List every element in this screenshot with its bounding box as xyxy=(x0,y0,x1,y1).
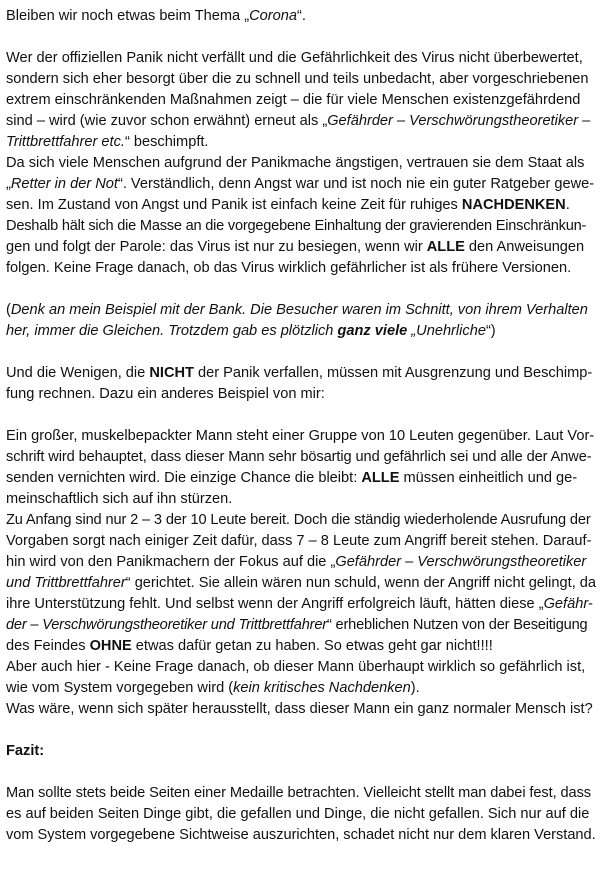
text-line xyxy=(6,216,596,237)
text-run: sind – wird (wie zuvor schon erwähnt) erneut als „ xyxy=(6,113,328,129)
text-line xyxy=(6,552,596,573)
text-line xyxy=(6,594,596,615)
text-run: “ erheblichen Nutzen von der Beseitigung xyxy=(326,617,588,633)
paragraph-spacer xyxy=(6,762,596,783)
text-line xyxy=(6,783,596,804)
text-line xyxy=(6,489,596,510)
emphasis-text: NACHDENKEN xyxy=(461,197,566,213)
paragraph xyxy=(6,48,596,279)
text-line xyxy=(6,531,596,552)
emphasis-text: Fazit: xyxy=(6,743,45,759)
text-line xyxy=(6,6,596,27)
emphasis-text: Gefährder – Verschwörungstheoretiker – xyxy=(327,113,591,129)
text-run: Wer der offiziellen Panik nicht verfällt und die Gefährlichkeit des Virus nicht überbewertet, xyxy=(6,50,583,66)
text-line xyxy=(6,153,596,174)
paragraph xyxy=(6,300,596,342)
text-line xyxy=(6,321,596,342)
emphasis-text: OHNE xyxy=(89,638,132,654)
emphasis-text: Trittbrettfahrer etc. xyxy=(6,134,125,150)
text-run: senden vernichten wird. Die einzige Chance die bleibt: xyxy=(6,470,362,486)
paragraph-spacer xyxy=(6,720,596,741)
text-line xyxy=(6,804,596,825)
text-line xyxy=(6,237,596,258)
text-run: den Anweisungen xyxy=(464,239,585,255)
text-run: folgen. Keine Frage danach, ob das Virus wirklich gefährlicher ist als frühere Versionen. xyxy=(6,260,572,276)
emphasis-text: Gefähr- xyxy=(543,596,593,612)
emphasis-text: ALLE xyxy=(361,470,400,486)
text-line xyxy=(6,384,596,405)
text-run: “. Verständlich, denn Angst war und ist noch nie ein guter Ratgeber gewe- xyxy=(117,176,595,192)
text-line xyxy=(6,741,596,762)
text-line xyxy=(6,825,596,846)
text-run: schrift wird behauptet, dass dieser Mann sehr bösartig und gefährlich sei und alle der Anwe- xyxy=(6,449,592,465)
text-run: Zu Anfang sind nur 2 – 3 der 10 Leute bereit. Doch die ständig wiederholende Ausrufung der xyxy=(6,512,591,528)
emphasis-text: Unehrliche xyxy=(416,323,486,339)
text-line xyxy=(6,636,596,657)
text-line xyxy=(6,258,596,279)
text-line xyxy=(6,678,596,699)
text-line xyxy=(6,69,596,90)
text-line xyxy=(6,699,596,720)
text-line xyxy=(6,573,596,594)
text-run: der Panik verfallen, müssen mit Ausgrenzung und Beschimp- xyxy=(193,365,593,381)
text-line xyxy=(6,468,596,489)
text-run: sondern sich eher besorgt über die zu schnell und teils unbedacht, aber vorgeschriebenen xyxy=(6,71,589,87)
text-run: „ xyxy=(6,176,11,192)
text-run: etwas dafür getan zu haben. So etwas geht gar nicht!!!! xyxy=(131,638,493,654)
text-run: ). xyxy=(410,680,420,696)
emphasis-text: Gefährder – Verschwörungstheoretiker xyxy=(335,554,587,570)
text-run: fung rechnen. Dazu ein anderes Beispiel von mir: xyxy=(6,386,325,402)
emphasis-text: kein kritisches Nachdenken xyxy=(233,680,411,696)
text-line xyxy=(6,615,596,636)
text-run: ihre Unterstützung fehlt. Und selbst wenn der Angriff erfolgreich läuft, hätten diese „ xyxy=(6,596,544,612)
paragraph-spacer xyxy=(6,405,596,426)
text-line xyxy=(6,447,596,468)
text-line xyxy=(6,174,596,195)
text-run: müssen einheitlich und ge- xyxy=(399,470,578,486)
text-run: Und die Wenigen, die xyxy=(6,365,150,381)
paragraph-spacer xyxy=(6,27,596,48)
emphasis-text: und Trittbrettfahrer xyxy=(6,575,126,591)
text-run: . xyxy=(565,197,570,213)
text-run: des Feindes xyxy=(6,638,90,654)
text-run: sen. Im Zustand von Angst und Panik ist einfach keine Zeit für ruhiges xyxy=(6,197,462,213)
emphasis-text: Corona xyxy=(249,8,297,24)
text-run: es auf beiden Seiten Dinge gibt, die gefallen und Dinge, die nicht gefallen. Sich nur auf die xyxy=(6,806,590,822)
emphasis-text: her, immer die Gleichen. Trotzdem gab es plötzlich xyxy=(6,323,338,339)
text-run: Was wäre, wenn sich später herausstellt, dass dieser Mann ein ganz normaler Mensch ist? xyxy=(6,701,593,717)
text-run: meinschaftlich sich auf ihn stürzen. xyxy=(6,491,233,507)
text-run: extrem einschränkenden Maßnahmen zeigt – die für viele Menschen existenzgefährdend xyxy=(6,92,581,108)
text-run: “ beschimpft. xyxy=(124,134,209,150)
text-line xyxy=(6,48,596,69)
text-line xyxy=(6,111,596,132)
emphasis-text: Denk an mein Beispiel mit der Bank. Die Besucher waren im Schnitt, von ihrem Verhalten xyxy=(10,302,588,318)
text-run: Vorgaben sorgt nach einiger Zeit dafür, dass 7 – 8 Leute zum Angriff bereit stehen. Darauf- xyxy=(6,533,592,549)
text-run: “) xyxy=(485,323,496,339)
emphasis-text: ALLE xyxy=(426,239,465,255)
text-line xyxy=(6,195,596,216)
paragraph xyxy=(6,363,596,405)
emphasis-text: der – Verschwörungstheoretiker und Trittbrettfahrer xyxy=(6,617,327,633)
text-run: wie vom System vorgegeben wird ( xyxy=(6,680,234,696)
text-run: Aber auch hier - Keine Frage danach, ob dieser Mann überhaupt wirklich so gefährlich ist, xyxy=(6,659,586,675)
emphasis-text: „ xyxy=(407,323,417,339)
text-run: “ gerichtet. Sie allein wären nun schuld, wenn der Angriff nicht gelingt, da xyxy=(125,575,597,591)
text-run: Deshalb hält sich die Masse an die vorgegebene Einhaltung der gravierenden Einschränkun- xyxy=(6,218,587,234)
text-run: gen und folgt der Parole: das Virus ist nur zu besiegen, wenn wir xyxy=(6,239,427,255)
paragraph xyxy=(6,6,596,27)
document-page xyxy=(6,6,596,846)
text-run: Man sollte stets beide Seiten einer Medaille betrachten. Vielleicht stellt man dabei fest, dass xyxy=(6,785,591,801)
text-run: Ein großer, muskelbepackter Mann steht einer Gruppe von 10 Leuten gegenüber. Laut Vor- xyxy=(6,428,595,444)
paragraph-spacer xyxy=(6,342,596,363)
text-line xyxy=(6,132,596,153)
paragraph xyxy=(6,741,596,762)
emphasis-text: ganz viele xyxy=(337,323,408,339)
emphasis-text: Retter in der Not xyxy=(10,176,118,192)
text-run: vom System vorgegebene Sichtweise auszurichten, schadet nicht nur dem klaren Verstand. xyxy=(6,827,596,843)
text-line xyxy=(6,426,596,447)
text-run: Da sich viele Menschen aufgrund der Panikmache ängstigen, vertrauen sie dem Staat als xyxy=(6,155,585,171)
text-run: ( xyxy=(6,302,11,318)
emphasis-text: NICHT xyxy=(149,365,194,381)
text-line xyxy=(6,90,596,111)
text-run: hin wird von den Panikmachern der Fokus auf die „ xyxy=(6,554,336,570)
text-run: “. xyxy=(296,8,306,24)
paragraph xyxy=(6,783,596,846)
paragraph xyxy=(6,426,596,720)
text-line xyxy=(6,657,596,678)
text-line xyxy=(6,510,596,531)
text-line xyxy=(6,300,596,321)
text-line xyxy=(6,363,596,384)
paragraph-spacer xyxy=(6,279,596,300)
text-run: Bleiben wir noch etwas beim Thema „ xyxy=(6,8,250,24)
